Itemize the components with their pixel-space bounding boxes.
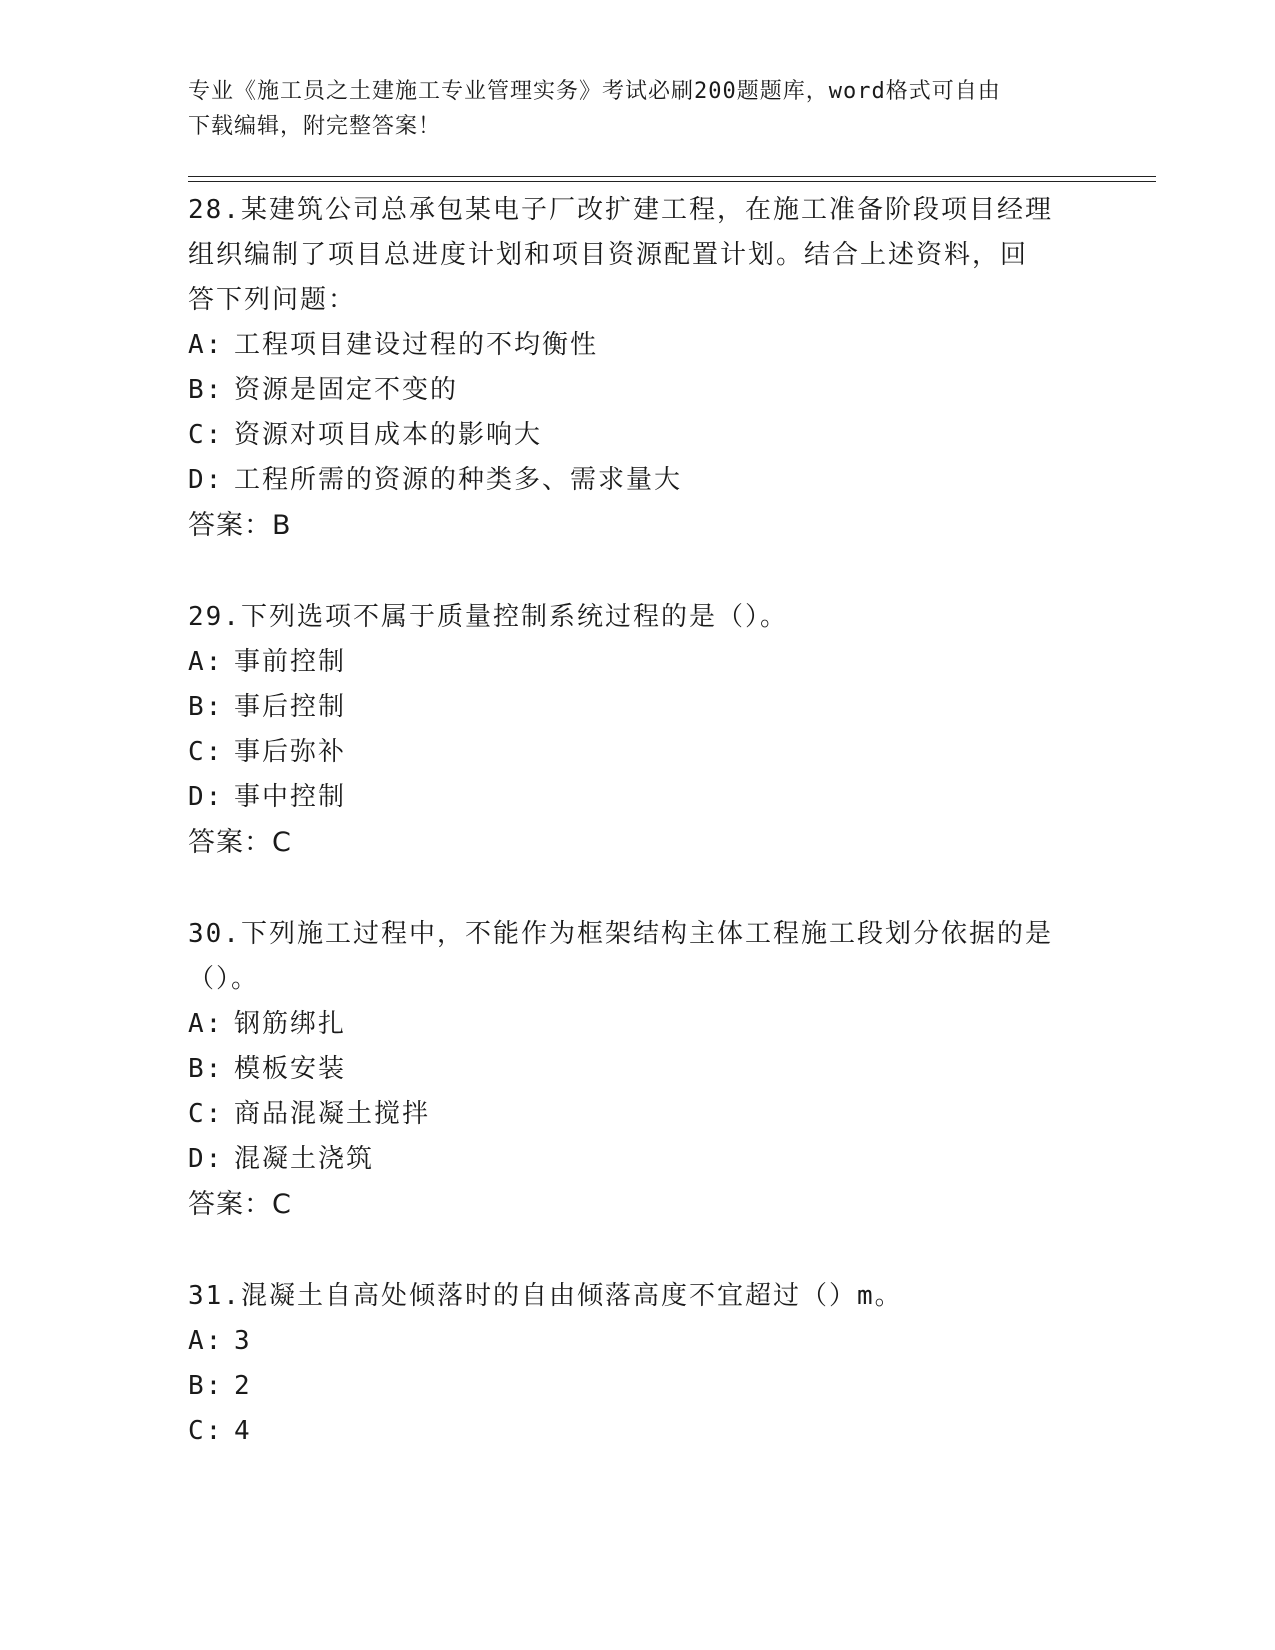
question-31 [188, 1274, 1088, 1454]
option-a [188, 1002, 1088, 1047]
option-key: B: [188, 1054, 224, 1084]
option-key: A: [188, 1326, 224, 1356]
option-key: D: [188, 465, 224, 495]
question-28 [188, 188, 1088, 548]
option-key: C: [188, 420, 224, 450]
option-d [188, 458, 1088, 503]
option-text: 4 [234, 1416, 252, 1446]
option-key: D: [188, 1144, 224, 1174]
option-text: 事前控制 [234, 647, 347, 677]
question-29 [188, 595, 1088, 865]
option-c [188, 413, 1088, 458]
option-a [188, 323, 1088, 368]
option-b [188, 368, 1088, 413]
question-stem-line: 答下列问题： [188, 285, 357, 315]
header-divider-top [188, 176, 1156, 177]
option-text: 2 [234, 1371, 252, 1401]
option-text: 3 [234, 1326, 252, 1356]
answer-line: 答案：C [188, 1189, 292, 1220]
option-text: 模板安装 [234, 1054, 347, 1084]
option-a [188, 1319, 1088, 1364]
answer-line: 答案：B [188, 510, 292, 541]
document-header [188, 74, 1088, 144]
spacer [188, 548, 1088, 595]
option-text: 混凝土浇筑 [234, 1144, 375, 1174]
option-key: A: [188, 647, 224, 677]
spacer [188, 865, 1088, 912]
header-line-2: 下载编辑，附完整答案！ [188, 114, 442, 139]
question-stem-line: 30.下列施工过程中，不能作为框架结构主体工程施工段划分依据的是 [188, 919, 1053, 949]
option-text: 事后控制 [234, 692, 347, 722]
option-text: 资源是固定不变的 [234, 375, 459, 405]
option-key: C: [188, 1416, 224, 1446]
option-key: C: [188, 737, 224, 767]
option-text: 事后弥补 [234, 737, 347, 767]
option-text: 事中控制 [234, 782, 347, 812]
option-b [188, 1364, 1088, 1409]
option-c [188, 1092, 1088, 1137]
header-line-1: 专业《施工员之土建施工专业管理实务》考试必刷200题题库，word格式可自由 [188, 79, 1001, 104]
option-text: 钢筋绑扎 [234, 1009, 347, 1039]
option-key: A: [188, 1009, 224, 1039]
option-key: B: [188, 375, 224, 405]
option-key: D: [188, 782, 224, 812]
answer-line: 答案：C [188, 827, 292, 858]
option-text: 资源对项目成本的影响大 [234, 420, 543, 450]
option-key: B: [188, 1371, 224, 1401]
question-30 [188, 912, 1088, 1227]
option-b [188, 1047, 1088, 1092]
question-stem-line: 29.下列选项不属于质量控制系统过程的是（）。 [188, 602, 788, 632]
header-divider-bottom [188, 181, 1156, 182]
option-b [188, 685, 1088, 730]
option-text: 商品混凝土搅拌 [234, 1099, 431, 1129]
option-d [188, 775, 1088, 820]
option-c [188, 730, 1088, 775]
question-stem-line: 组织编制了项目总进度计划和项目资源配置计划。结合上述资料，回 [188, 240, 1029, 270]
option-key: A: [188, 330, 224, 360]
question-list [188, 188, 1088, 1454]
option-key: B: [188, 692, 224, 722]
spacer [188, 1227, 1088, 1274]
option-text: 工程项目建设过程的不均衡性 [234, 330, 599, 360]
option-c [188, 1409, 1088, 1454]
option-text: 工程所需的资源的种类多、需求量大 [234, 465, 683, 495]
question-stem-line: （）。 [188, 964, 260, 994]
question-stem-line: 31.混凝土自高处倾落时的自由倾落高度不宜超过（）m。 [188, 1281, 903, 1311]
option-d [188, 1137, 1088, 1182]
option-key: C: [188, 1099, 224, 1129]
option-a [188, 640, 1088, 685]
question-stem-line: 28.某建筑公司总承包某电子厂改扩建工程，在施工准备阶段项目经理 [188, 195, 1053, 225]
